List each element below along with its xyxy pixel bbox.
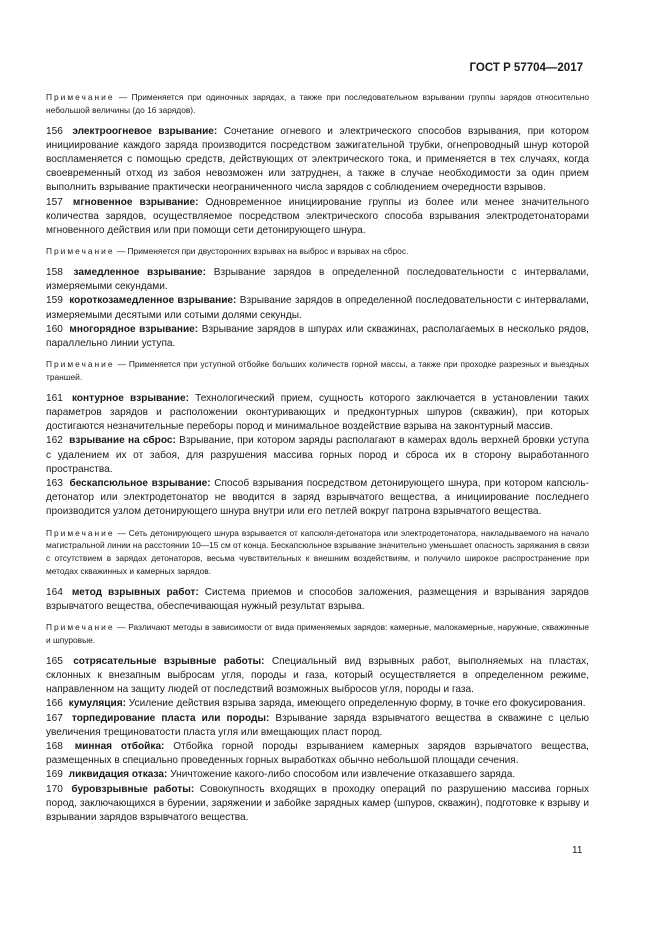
term-definition: Специальный вид взрывных работ, выполняемых на пластах, склонных к внезапным выбросам угля, породы и газа, который осуществляется в определенном режиме, направленном на защиту людей от последствий возможных выбросов угля, породы и газа. [46,655,589,696]
term-name: многорядное взрывание: [69,323,199,335]
term-name: электроогневое взрывание: [72,125,218,137]
page-number: 11 [572,845,583,856]
term-definition: Сочетание огневого и электрического способов взрывания, при котором инициирование каждого заряда производится посредством зажигательной трубки, огнепроводный шнур которой воспламеняется с помощью средств, действующих от электрического тока, и применяется в тех случаях, когда своевременный отход из забоя невозможен или затруднен, а также в случае необходимости за один прием выполнить взрывание практически неограниченного числа зарядов с соблюдением очередности взрывов. [46,125,589,194]
term-definition: Взрывание зарядов в определенной последовательности с интервалами, измеряемыми десятыми или сотыми долями секунды. [46,295,589,321]
term-entry [46,434,589,477]
term-name: контурное взрывание: [71,392,189,404]
term-name: короткозамедленное взрывание: [69,295,237,307]
note-text: — Применяется при одиночных зарядах, а также при последовательном взрывании группы зарядов относительно небольшой величины (до 16 зарядов). [46,92,589,115]
term-name: бескапсюльное взрывание: [69,478,211,490]
term-entry [46,740,589,768]
term-name: ликвидация отказа: [68,769,168,781]
note-label: Примечание [46,246,115,257]
term-definition: Одновременное инициирование группы из более или менее значительного количества зарядов, осуществляемое посредством электрического способа взрывания электродетонаторами мгновенного действия или при помощи сети детонирующего шнура. [46,196,590,237]
term-number: 166 [46,698,63,710]
term-definition: Система приемов и способов заложения, размещения и взрывания зарядов взрывчатого вещества, обеспечивающая нужный результат взрыва. [46,586,589,613]
term-number: 158 [46,267,63,279]
term-number: 157 [46,196,63,208]
term-number: 167 [46,712,63,724]
term-number: 165 [46,655,63,667]
term-entry [46,392,589,435]
term-name: метод взрывных работ: [71,586,199,598]
term-number: 156 [46,125,63,137]
term-entry [46,294,589,322]
term-name: буровзрывные работы: [71,783,195,795]
term-entry [46,783,589,826]
term-definition: Взрывание заряда взрывчатого вещества в скважине с целью увеличения трещиноватости пласта угля или вмещающих пласт пород. [46,712,589,738]
note [46,358,589,384]
term-name: сотрясательные взрывные работы: [73,655,265,667]
note-label: Примечание [46,359,115,370]
term-definition: Взрывание зарядов в определенной последовательности с интервалами, измеряемыми секундами. [46,267,589,293]
note-label: Примечание [46,527,115,538]
term-entry [46,697,589,711]
term-entry [46,712,589,740]
note [46,527,589,578]
term-number: 159 [46,295,63,307]
term-definition: Взрывание, при котором заряды располагают в камерах вдоль верхней бровки уступа с удалением их от забоя, для разрушения массива горных пород и сброса их в сторону выработанного пространства. [46,435,589,475]
term-definition: Технологический прием, сущность которого заключается в установлении таких параметров зарядов и расположении оконтуривающих и предконтурных шпуров (скважин), при которых достигаются незначительные переборы пород и минимальное воздействие взрыва на законтурный массив. [46,392,589,433]
term-entry [46,768,589,782]
term-number: 164 [46,586,63,598]
term-definition: Способ взрывания посредством детонирующего шнура, при котором капсюль-детонатор или электродетонатор не вводится в заряд взрывчатого вещества, а инициирование последнего производится узлом детонирующего шнура внутри или его петлей вокруг патрона взрывчатого вещества. [46,478,589,518]
term-entry [46,196,589,239]
note-text: — Применяется при двусторонних взрывах на выброс и взрывах на сброс. [116,246,409,257]
term-name: торпедирование пласта или породы: [71,712,270,724]
term-number: 169 [46,769,63,781]
note-label: Примечание [46,92,115,102]
terms-content [46,91,589,825]
term-number: 170 [46,783,63,795]
term-entry [46,125,589,196]
term-name: взрывание на сброс: [69,435,176,447]
term-name: минная отбойка: [74,741,165,753]
term-number: 161 [46,392,63,404]
term-name: кумуляция: [68,698,126,710]
term-definition: Усиление действия взрыва заряда, имеющего определенную форму, в точке его фокусирования. [128,698,586,710]
note-text: — Сеть детонирующего шнура взрывается от капсюля-детонатора или электродетонатора, накладываемого на начало магистральной линии на расстоянии 10—15 см от конца. Бескапсюльное взрывание значительно уменьшает опасность заряжания в связи с отсутствием в зарядах детонаторов, весьма чувствительных к внешним воздействиям, и получило широкое распространение при методах скважинных и камерных зарядов. [46,527,589,577]
term-entry [46,655,589,698]
term-number: 168 [46,741,63,753]
note [46,91,589,117]
term-number: 162 [46,435,63,447]
term-name: мгновенное взрывание: [72,196,199,208]
term-definition: Отбойка горной породы взрыванием камерных зарядов взрывчатого вещества, размещенных в специально проведенных горных выработках обычно небольшой площади сечения. [46,741,589,767]
standard-number: ГОСТ Р 57704—2017 [469,62,583,74]
note-text: — Различают методы в зависимости от вида применяемых зарядов: камерные, малокамерные, наружные, скважинные и шпуровые. [46,622,590,646]
term-definition: Совокупность входящих в проходку операций по разрушению массива горных пород, заключающихся в бурении, заряжении и забойке зарядных камер (шпуров, скважин), подготовке к взрыву и взрывании зарядов взрывчатого вещества. [46,783,589,824]
term-entry [46,586,589,614]
term-entry [46,323,589,351]
term-name: замедленное взрывание: [73,267,207,279]
term-entry [46,266,589,294]
term-number: 160 [46,323,63,335]
note [46,621,589,647]
term-entry [46,477,589,520]
term-number: 163 [46,478,63,490]
note-label: Примечание [46,622,115,633]
note [46,245,589,258]
term-definition: Уничтожение какого-либо способом или извлечение отказавшего заряда. [170,769,516,781]
note-text: — Применяется при уступной отбойке больших количеств горной массы, а также при проходке разрезных и выездных траншей. [46,359,589,383]
term-definition: Взрывание зарядов в шпурах или скважинах, располагаемых в несколько рядов, параллельно линии уступа. [46,323,589,350]
